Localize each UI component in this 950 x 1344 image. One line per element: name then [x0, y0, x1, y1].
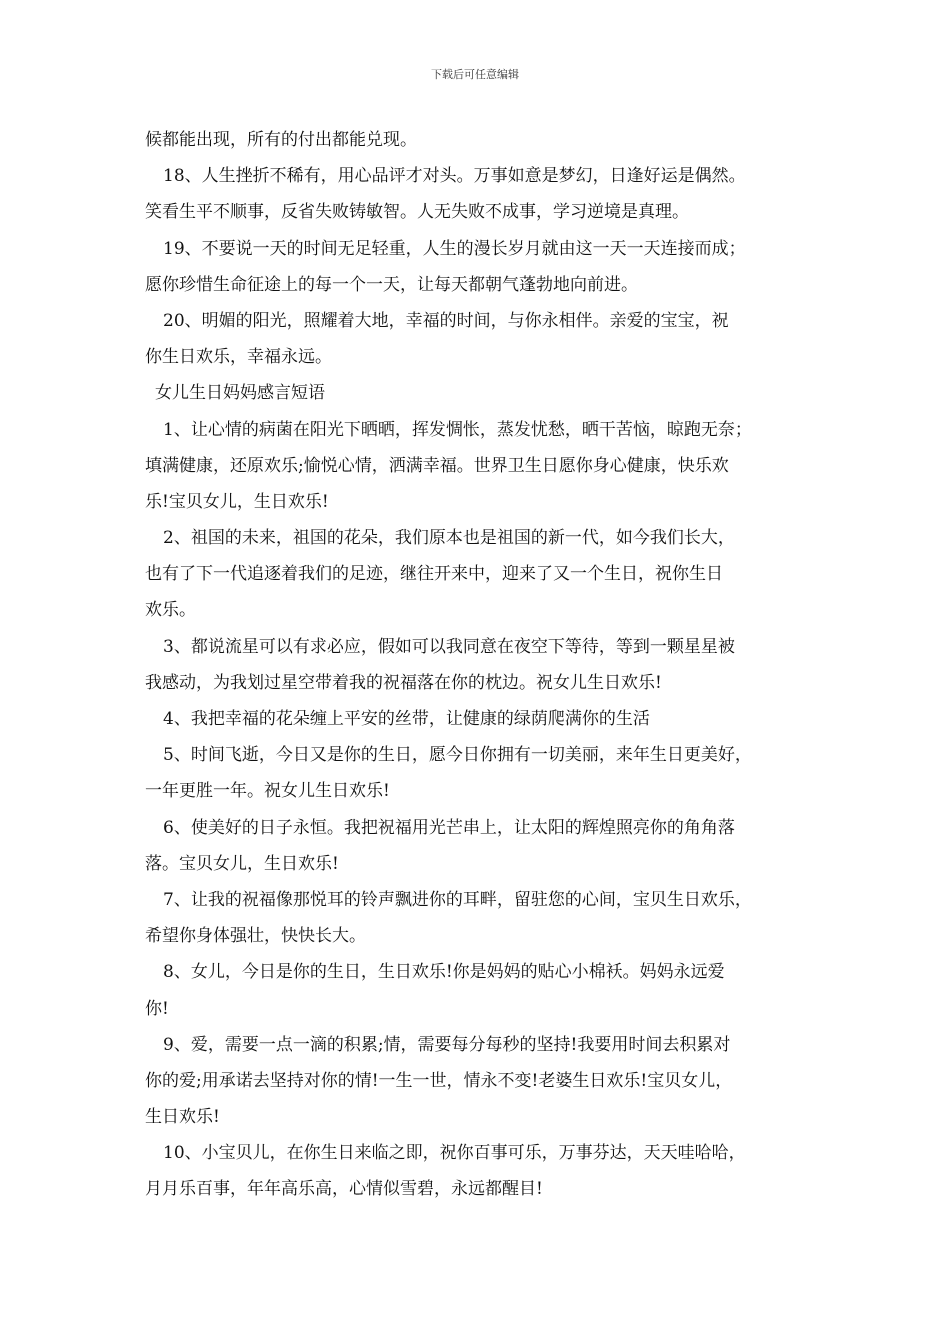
paragraph-line: 4、我把幸福的花朵缠上平安的丝带，让健康的绿荫爬满你的生活 — [163, 709, 650, 729]
paragraph-line: 3、都说流星可以有求必应，假如可以我同意在夜空下等待，等到一颗星星被 — [163, 636, 735, 657]
paragraph-line: 8、女儿，今日是你的生日，生日欢乐!你是妈妈的贴心小棉袄。妈妈永远爱 — [163, 962, 725, 983]
paragraph-line: 乐!宝贝女儿，生日欢乐! — [145, 491, 329, 512]
paragraph-line: 18、人生挫折不稀有，用心品评才对头。万事如意是梦幻，日逢好运是偶然。 — [163, 166, 746, 187]
paragraph-line: 希望你身体强壮，快快长大。 — [145, 926, 366, 947]
paragraph-line: 你! — [145, 998, 169, 1019]
paragraph-line: 月月乐百事，年年高乐高，心情似雪碧，永远都醒目! — [145, 1179, 543, 1200]
body-text — [145, 122, 825, 1208]
paragraph-line: 5、时间飞逝，今日又是你的生日，愿今日你拥有一切美丽，来年生日更美好， — [163, 745, 752, 766]
paragraph-line: 6、使美好的日子永恒。我把祝福用光芒串上，让太阳的辉煌照亮你的角角落 — [163, 817, 735, 838]
paragraph-line: 7、让我的祝福像那悦耳的铃声飘进你的耳畔，留驻您的心间，宝贝生日欢乐， — [163, 889, 752, 910]
paragraph-line: 10、小宝贝儿，在你生日来临之即，祝你百事可乐，万事芬达，天天哇哈哈， — [163, 1143, 746, 1164]
paragraph-line: 候都能出现，所有的付出都能兑现。 — [145, 130, 417, 150]
paragraph-line: 填满健康，还原欢乐;愉悦心情，洒满幸福。世界卫生日愿你身心健康，快乐欢 — [145, 455, 729, 476]
paragraph-line: 笑看生平不顺事，反省失败铸敏智。人无失败不成事，学习逆境是真理。 — [145, 202, 689, 223]
paragraph-line: 你的爱;用承诺去坚持对你的情!一生一世，情永不变!老婆生日欢乐!宝贝女儿， — [145, 1070, 733, 1091]
paragraph-line: 生日欢乐! — [145, 1107, 220, 1128]
paragraph-line: 我感动，为我划过星空带着我的祝福落在你的枕边。祝女儿生日欢乐! — [145, 672, 662, 693]
paragraph-line: 也有了下一代追逐着我们的足迹，继往开来中，迎来了又一个生日，祝你生日 — [145, 564, 723, 585]
paragraph-line: 9、爱，需要一点一滴的积累;情，需要每分每秒的坚持!我要用时间去积累对 — [163, 1034, 731, 1055]
page-header: 下载后可任意编辑 — [431, 68, 519, 81]
section-title: 女儿生日妈妈感言短语 — [155, 383, 325, 404]
paragraph-line: 欢乐。 — [145, 600, 196, 621]
paragraph-line: 你生日欢乐，幸福永远。 — [145, 347, 332, 368]
paragraph-line: 20、明媚的阳光，照耀着大地，幸福的时间，与你永相伴。亲爱的宝宝，祝 — [163, 310, 729, 331]
paragraph-line: 1、让心情的病菌在阳光下晒晒，挥发惆怅，蒸发忧愁，晒干苦恼，晾跑无奈； — [163, 419, 752, 440]
paragraph-line: 愿你珍惜生命征途上的每一个一天，让每天都朝气蓬勃地向前进。 — [145, 274, 638, 295]
paragraph-line: 落。宝贝女儿，生日欢乐! — [145, 853, 339, 874]
paragraph-line: 19、不要说一天的时间无足轻重，人生的漫长岁月就由这一天一天连接而成； — [163, 238, 746, 259]
paragraph-line: 2、祖国的未来，祖国的花朵，我们原本也是祖国的新一代，如今我们长大， — [163, 528, 735, 549]
paragraph-line: 一年更胜一年。祝女儿生日欢乐! — [145, 781, 390, 802]
